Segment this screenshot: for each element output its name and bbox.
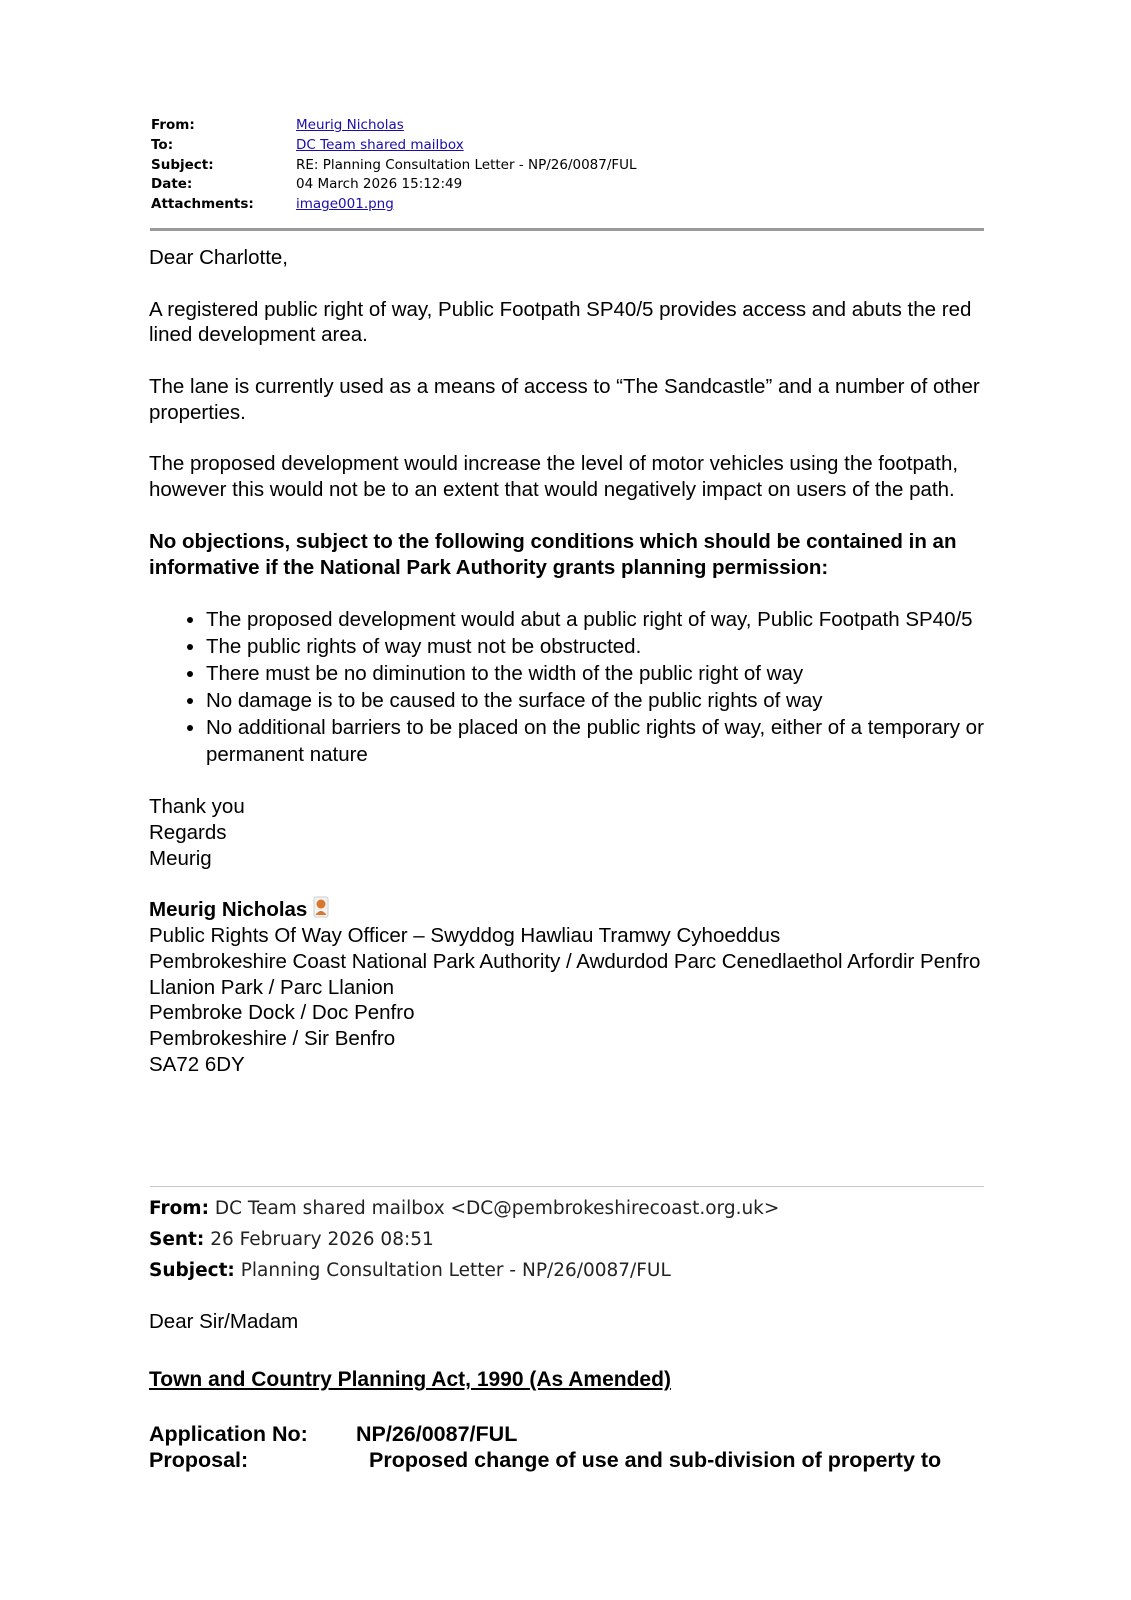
header-from-row — [151, 116, 981, 136]
forwarded-sent-value: 26 February 2026 08:51 — [210, 1229, 434, 1250]
greeting: Dear Charlotte, — [149, 246, 289, 269]
forwarded-from-row — [149, 1193, 779, 1224]
proposal-value: Proposed change of use and sub-division of property to — [369, 1448, 942, 1472]
proposal-label: Proposal: — [149, 1448, 249, 1472]
header-to-label: To: — [151, 136, 174, 153]
paragraph-bold: No objections, subject to the following conditions which should be contained in an informative if the National Park Authority grants planning permission: — [149, 529, 957, 579]
list-item: • There must be no diminution to the width of the public right of way — [206, 660, 989, 687]
paragraph: The lane is currently used as a means of access to “The Sandcastle” and a number of other properties. — [149, 374, 980, 424]
header-date-label: Date: — [151, 176, 193, 193]
email-header — [151, 116, 981, 215]
signature-line: Llanion Park / Parc Llanion — [149, 975, 395, 999]
application-number-label: Application No: — [149, 1422, 308, 1446]
forwarded-from-value: DC Team shared mailbox <DC@pembrokeshirecoast.org.uk> — [214, 1198, 780, 1219]
signature — [149, 897, 989, 1078]
list-item: • No additional barriers to be placed on the public rights of way, either of a temporary or permanent nature — [206, 714, 989, 768]
application-number-row — [149, 1422, 517, 1447]
list-item: • No damage is to be caused to the surface of the public rights of way — [206, 687, 989, 714]
forwarded-sent-label: Sent: — [149, 1229, 205, 1250]
header-attachments-row — [151, 195, 981, 215]
header-subject-value: RE: Planning Consultation Letter - NP/26/0087/FUL — [296, 156, 637, 173]
header-divider — [150, 228, 984, 231]
closing-line: Regards — [149, 820, 227, 844]
header-date-value: 04 March 2026 15:12:49 — [296, 176, 463, 193]
message-body — [149, 245, 989, 1078]
signature-line: SA72 6DY — [149, 1052, 245, 1076]
header-from-label: From: — [151, 117, 195, 133]
forwarded-sent-row — [149, 1224, 779, 1255]
forwarded-greeting: Dear Sir/Madam — [149, 1310, 299, 1333]
header-subject-row — [151, 156, 981, 176]
signature-line: Public Rights Of Way Officer – Swyddog Hawliau Tramwy Cyhoeddus — [149, 923, 781, 947]
forwarded-header — [149, 1193, 779, 1286]
list-item: • The public rights of way must not be obstructed. — [206, 633, 989, 660]
closing-line: Thank you — [149, 794, 245, 818]
signature-line: Pembroke Dock / Doc Penfro — [149, 1001, 415, 1025]
conditions-list — [149, 606, 989, 768]
forwarded-from-label: From: — [149, 1198, 209, 1219]
list-item: • The proposed development would abut a public right of way, Public Footpath SP40/5 — [206, 606, 989, 633]
signature-name-text: Meurig Nicholas — [149, 898, 308, 922]
forwarded-subject-row — [149, 1255, 779, 1286]
forward-divider — [150, 1186, 984, 1187]
paragraph: A registered public right of way, Public Footpath SP40/5 provides access and abuts the red lined development area. — [149, 297, 972, 347]
header-to-row — [151, 136, 981, 156]
closing-line: Meurig — [149, 846, 212, 870]
act-title: Town and Country Planning Act, 1990 (As Amended) — [149, 1368, 671, 1391]
paragraph: The proposed development would increase the level of motor vehicles using the footpath, however this would not be to an extent that would negatively impact on users of the path. — [149, 452, 959, 502]
proposal-row — [149, 1448, 941, 1473]
header-subject-label: Subject: — [151, 156, 214, 173]
closing — [149, 794, 989, 871]
signature-line: Pembrokeshire / Sir Benfro — [149, 1027, 396, 1051]
header-to-link[interactable]: DC Team shared mailbox — [296, 136, 464, 153]
header-attachments-label: Attachments: — [151, 196, 254, 213]
forwarded-subject-label: Subject: — [149, 1260, 235, 1281]
forwarded-subject-value: Planning Consultation Letter - NP/26/0087/FUL — [240, 1260, 671, 1281]
header-date-row — [151, 175, 981, 195]
application-number-value: NP/26/0087/FUL — [356, 1422, 518, 1446]
contact-avatar-icon — [313, 896, 329, 918]
header-from-link[interactable]: Meurig Nicholas — [296, 117, 404, 133]
signature-line: Pembrokeshire Coast National Park Authority / Awdurdod Parc Cenedlaethol Arfordir Penfro — [149, 949, 981, 973]
attachment-link[interactable]: image001.png — [296, 196, 394, 213]
signature-name — [149, 897, 329, 923]
